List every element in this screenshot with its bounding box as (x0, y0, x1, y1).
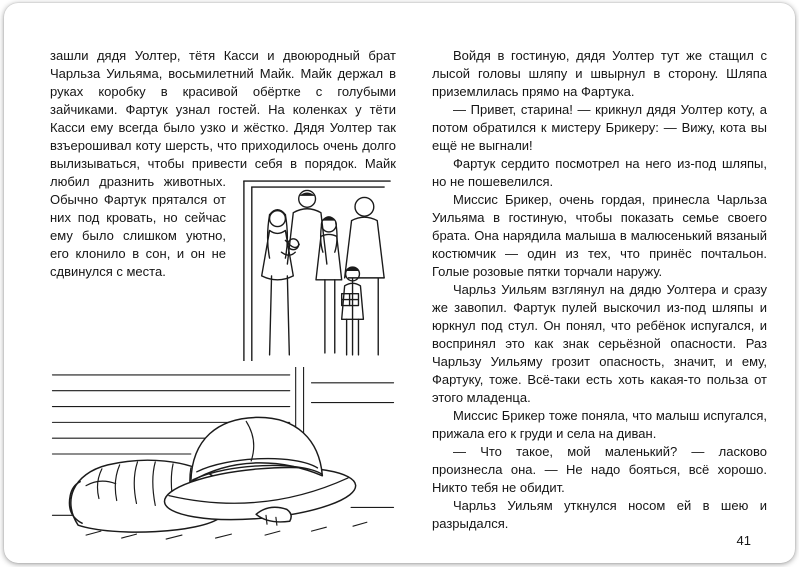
book-spread (4, 3, 795, 563)
paragraph: Чарльз Уильям взглянул на дядю Уолтера и сразу же завопил. Фартук пулей выскочил из-под шляпы и юркнул под стул. Он понял, что ребёнок испугался, и воспринял это как знак серьёзной опасности. Раз Чарльзу Уильяму грозит опасность, значит, и ему, Фартуку, тоже. Всё-таки есть хоть какая-то польза от этого младенца. (432, 282, 767, 405)
left-page-paragraph (50, 47, 396, 281)
paragraph: Войдя в гостиную, дядя Уолтер тут же стащил с лысой головы шляпу и швырнул в сторону. Шляпа приземлилась прямо на Фартука. (432, 48, 767, 99)
paragraph: Миссис Брикер тоже поняла, что малыш испугался, прижала его к груди и села на диван. (432, 408, 767, 441)
paragraph: — Что такое, мой маленький? — ласково произнесла она. — Не надо бояться, всё хорошо. Никто тебя не обидит. (432, 444, 767, 495)
page-number: 41 (736, 533, 751, 548)
paragraph: Чарльз Уильям уткнулся носом ей в шею и разрыдался. (432, 498, 767, 531)
paragraph: Фартук сердито посмотрел на него из-под шляпы, но не пошевелился. (432, 156, 767, 189)
left-page (4, 3, 396, 563)
right-page (396, 3, 795, 563)
cat-under-hat-illustration (50, 367, 396, 543)
paragraph: — Привет, старина! — крикнул дядя Уолтер коту, а потом обратился к мистеру Брикеру: — Вижу, кота вы ещё не выгнали! (432, 102, 767, 153)
paragraph: Миссис Брикер, очень гордая, принесла Чарльза Уильяма в гостиную, чтобы показать семье своего брата. Она нарядила малыша в малюсенький вязаный костюмчик — один из тех, что принёс почтальон. Голые розовые пятки торчали наружу. (432, 192, 767, 279)
paragraph-text-wrap: Майк любил дразнить животных. Обычно Фартук прятался от них под кровать, но сейчас ему было слишком уютно, его клонило в сон, и он не сдвинулся с места. (50, 156, 396, 279)
paragraph-text-intro: зашли дядя Уолтер, тётя Касси и двоюродный брат Чарльза Уильяма, восьмилетний Майк. Майк держал в руках коробку в красивой обёртке с голубыми зайчиками. Фартук узнал гостей. На коленках у тёти Касси ему всегда было узко и жёстко. Дядя Уолтер так взъерошивал коту шерсть, что приходилось очень долго вылизываться, чтобы привести себя в порядок. (50, 48, 396, 171)
right-page-text (432, 47, 767, 533)
family-in-doorway-illustration (236, 175, 396, 361)
